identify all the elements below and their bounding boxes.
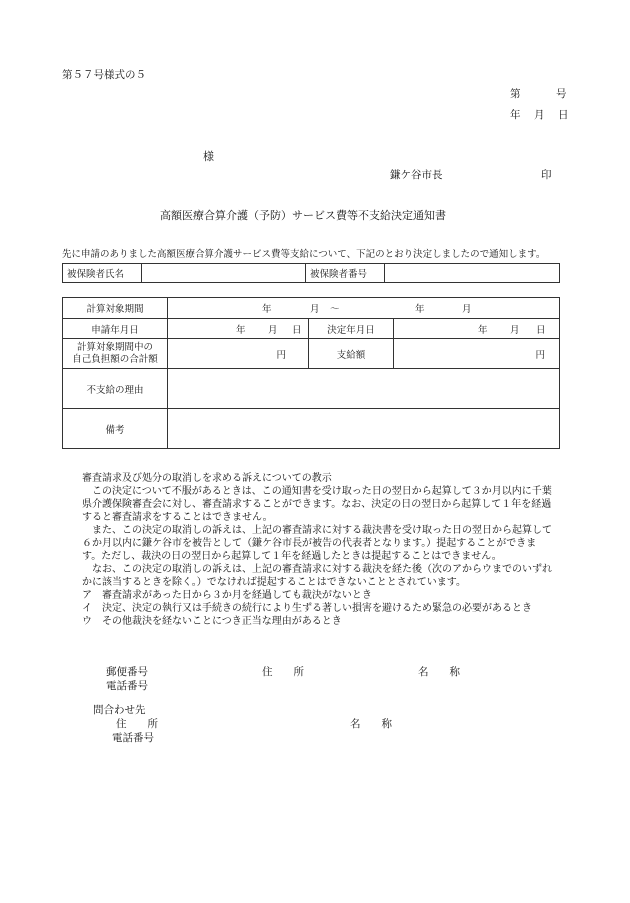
reason-value [168, 369, 560, 409]
insured-table [62, 263, 560, 283]
notice-item-u [82, 615, 552, 628]
notice-item-a [82, 589, 552, 602]
applied-date-value [168, 319, 309, 339]
applied-date-label: 申請年月日 [63, 319, 168, 339]
period-year-2: 年 [415, 304, 425, 315]
date-month: 月 [534, 109, 545, 121]
inquiry-heading: 問合わせ先 [93, 704, 146, 716]
appeal-notice [82, 472, 552, 628]
calculation-table [62, 297, 560, 449]
notice-paragraph-2: また、この決定の取消しの訴えは、上記の審査請求に対する裁決書を受け取った日の翌日から起算して６か月以内に鎌ケ谷市を被告として（鎌ケ谷市長が被告の代表者となります。）提起することができます。ただし、裁決の日の翌日から起算して１年を経過したときは提起することはできません。 [82, 525, 552, 562]
remarks-label: 備考 [63, 409, 168, 449]
form-number: 第５７号様式の５ [62, 69, 146, 81]
seal-mark: 印 [541, 169, 552, 181]
self-pay-label-line-2: 自己負担額の合計額 [72, 353, 158, 365]
doc-number-dai: 第 [510, 88, 521, 100]
period-value [168, 298, 560, 319]
document-title: 高額医療合算介護（予防）サービス費等不支給決定通知書 [160, 209, 446, 222]
notice-heading: 審査請求及び処分の取消しを求める訴えについての教示 [82, 473, 332, 484]
remarks-value [168, 409, 560, 449]
decided-date-value [394, 319, 560, 339]
inquiry-address-label: 住 所 [116, 718, 158, 730]
period-month-2: 月 [462, 304, 472, 315]
self-pay-yen: 円 [276, 349, 286, 361]
contact1-address-label: 住 所 [262, 666, 304, 678]
self-pay-total-value [168, 339, 309, 369]
contact1-phone-label: 電話番号 [106, 680, 148, 692]
applied-day: 日 [292, 324, 302, 336]
self-pay-label-line-1: 計算対象期間中の [76, 341, 153, 353]
insured-number-value [385, 264, 560, 283]
period-tilde: ～ [330, 304, 340, 315]
payment-yen: 円 [535, 349, 545, 361]
doc-number-go: 号 [556, 88, 567, 100]
intro-text: 先に申請のありました高額医療合算介護サービス費等支給について、下記のとおり決定しましたので通知します。 [62, 249, 546, 260]
date-year: 年 [510, 109, 521, 121]
notice-paragraph-3: なお、この決定の取消しの訴えは、上記の審査請求に対する裁決を経た後（次のアからウまでのいずれかに該当するときを除く。）でなければ提起することはできないこととされています。 [82, 564, 552, 588]
item-u-text: その他裁決を経ないことにつき正当な理由があるとき [102, 616, 342, 627]
contact1-name-label: 名 称 [418, 666, 460, 678]
applied-month: 月 [268, 324, 278, 336]
inquiry-phone-label: 電話番号 [112, 732, 154, 744]
period-month-1: 月 [310, 304, 320, 315]
item-u-mark: ウ [82, 616, 92, 627]
addressee-suffix: 様 [203, 150, 214, 163]
decided-year: 年 [478, 324, 488, 336]
item-a-mark: ア [82, 590, 92, 601]
decided-date-label: 決定年月日 [309, 319, 394, 339]
issuer: 鎌ケ谷市長 [390, 169, 443, 181]
inquiry-name-label: 名 称 [350, 718, 392, 730]
insured-name-value [142, 264, 306, 283]
self-pay-total-label [63, 339, 168, 369]
insured-name-label: 被保険者氏名 [63, 264, 142, 283]
applied-year: 年 [236, 324, 246, 336]
date-day: 日 [558, 109, 569, 121]
insured-number-label: 被保険者番号 [306, 264, 385, 283]
notice-item-i [82, 602, 552, 615]
decided-day: 日 [536, 324, 546, 336]
notice-paragraph-1: この決定について不服があるときは、この通知書を受け取った日の翌日から起算して３か月以内に千葉県介護保険審査会に対し、審査請求することができます。なお、決定の日の翌日から起算して１年を経過すると審査請求をすることはできません。 [82, 486, 552, 523]
item-i-mark: イ [82, 603, 92, 614]
item-i-text: 決定、決定の執行又は手続きの続行により生ずる著しい損害を避けるため緊急の必要があるとき [102, 603, 532, 614]
payment-value [394, 339, 560, 369]
contact1-postal-label: 郵便番号 [106, 666, 148, 678]
item-a-text: 審査請求があった日から３か月を経過しても裁決がないとき [102, 590, 372, 601]
period-label: 計算対象期間 [63, 298, 168, 319]
period-year-1: 年 [262, 304, 272, 315]
payment-label: 支給額 [309, 339, 394, 369]
reason-label: 不支給の理由 [63, 369, 168, 409]
decided-month: 月 [510, 324, 520, 336]
